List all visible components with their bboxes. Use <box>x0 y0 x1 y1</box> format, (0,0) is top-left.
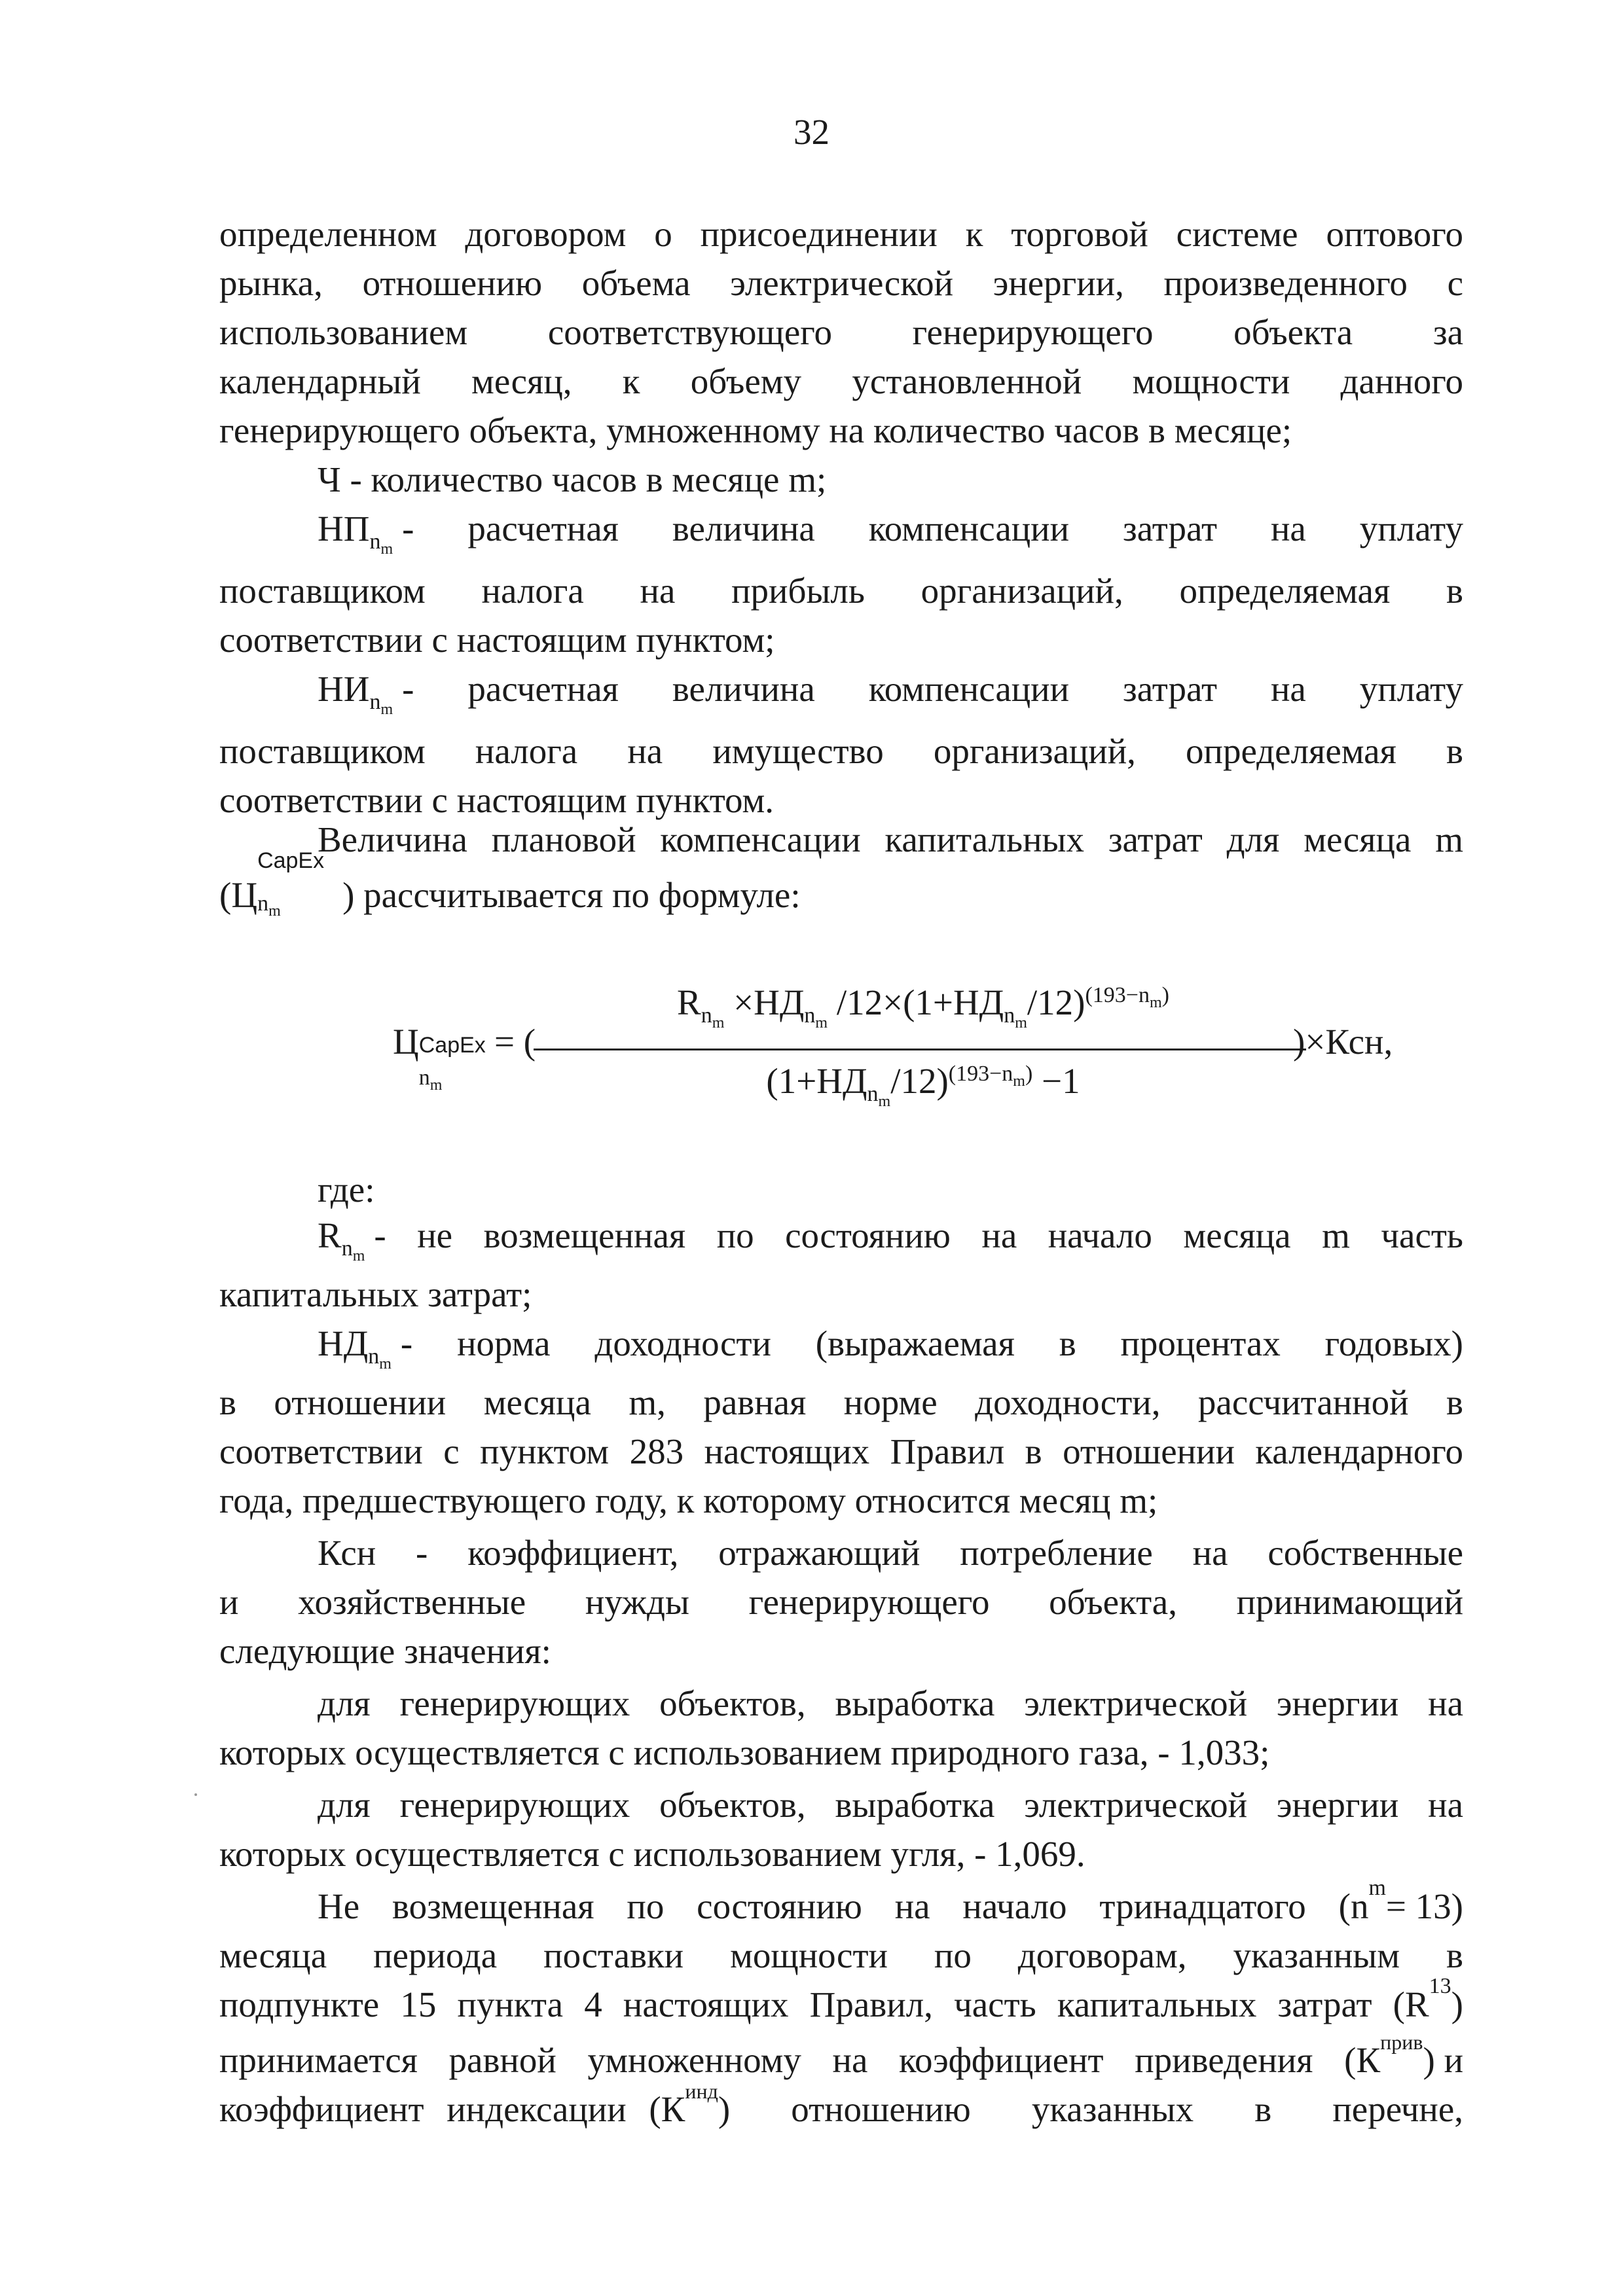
text-line-kpriv <box>219 2030 1463 2080</box>
open-paren: ( <box>219 875 232 915</box>
text-line: капитальных затрат; <box>219 1274 532 1314</box>
definition-nd <box>318 1323 1463 1372</box>
nd-symbol: НД <box>953 982 1004 1022</box>
sub-m: m <box>380 700 393 718</box>
text-line: и хозяйственные нужды генерирующего объекта, принимающий <box>219 1582 1463 1622</box>
text-line: которых осуществляется с использованием угля, - 1,069. <box>219 1834 1085 1874</box>
text-line: рынка, отношению объема электрической энергии, произведенного с <box>219 263 1463 303</box>
definition-ni <box>318 669 1463 718</box>
text-line: определенном договором о присоединении к торговой системе оптового <box>219 214 1463 254</box>
sub-m: m <box>878 1092 891 1110</box>
sub-13: 13 <box>1429 1974 1451 1998</box>
definition-np <box>318 509 1463 558</box>
text-line: принимается равной умноженному на коэффициент приведения (К <box>219 2040 1381 2080</box>
ni-symbol: НИ <box>318 669 370 709</box>
text-line: календарный месяц, к объему установленной мощности данного <box>219 361 1463 401</box>
sub-n: n <box>804 1003 816 1028</box>
definition-r <box>318 1215 1463 1265</box>
text-line-r13 <box>219 1974 1463 2024</box>
text-line: Ч - количество часов в месяце m; <box>318 459 827 499</box>
times-sign: × <box>733 982 754 1022</box>
sub-m: m <box>712 1014 725 1031</box>
times-twelve: /12×(1+ <box>828 982 953 1022</box>
sub-n: n <box>341 1236 353 1261</box>
text-line: использованием соответствующего генерирующего объекта за <box>219 312 1463 352</box>
exponent: (193−n <box>948 1061 1013 1086</box>
text-line: Ксн - коэффициент, отражающий потребление на собственные <box>318 1533 1463 1573</box>
sub-n: n <box>257 891 269 916</box>
text-line: следующие значения: <box>219 1631 551 1671</box>
den-tail: −1 <box>1032 1061 1080 1101</box>
exponent: (193−n <box>1085 982 1150 1007</box>
formula-lhs <box>393 1021 504 1094</box>
capex-definition-line <box>219 848 1463 920</box>
scan-speck <box>194 1793 197 1796</box>
sub-n: n <box>369 529 381 554</box>
sub-n: n <box>369 690 381 714</box>
ts-symbol: Ц <box>231 875 258 915</box>
sub-m: m <box>1368 1876 1386 1900</box>
text-line: ) <box>1451 1984 1463 2024</box>
sub-n: n <box>1004 1003 1015 1028</box>
text-line: генерирующего объекта, умноженному на количество часов в месяце; <box>219 410 1292 450</box>
text-line: где: <box>318 1170 375 1210</box>
text-line: коэффициент индексации (К <box>219 2089 685 2129</box>
sub-n: n <box>368 1344 380 1369</box>
formula-denominator <box>530 1060 1316 1110</box>
sub-n: n <box>418 1066 430 1090</box>
text-line: соответствии с настоящим пунктом. <box>219 780 775 820</box>
text-line: для генерирующих объектов, выработка электрической энергии на <box>318 1785 1463 1825</box>
text-line: месяца периода поставки мощности по договорам, указанным в <box>219 1935 1463 1975</box>
text-line: которых осуществляется с использованием природного газа, - 1,033; <box>219 1732 1270 1772</box>
text-line: поставщиком налога на прибыль организаций, определяемая в <box>219 571 1463 611</box>
sub-n: n <box>867 1082 879 1106</box>
sub-m: m <box>379 1355 392 1372</box>
exponent-close: ) <box>1161 982 1169 1007</box>
text-line: года, предшествующего году, к которому относится месяц m; <box>219 1480 1158 1520</box>
text-line: подпункте 15 пункта 4 настоящих Правил, часть капитальных затрат (R <box>219 1984 1429 2024</box>
sub-m: m <box>1149 994 1162 1011</box>
sub-m: m <box>352 1247 365 1265</box>
den-open: (1+ <box>766 1061 817 1101</box>
sub-m: m <box>815 1014 828 1031</box>
sub-n: n <box>701 1003 712 1028</box>
nd-symbol: НД <box>318 1323 369 1363</box>
nd-symbol: НД <box>754 982 805 1022</box>
text-line: ) отношению указанных в перечне, <box>718 2089 1463 2129</box>
exponent-close: ) <box>1025 1061 1033 1086</box>
text-line: соответствии с пунктом 283 настоящих Правил в отношении календарного <box>219 1431 1463 1471</box>
capex-superscript: CapEx <box>418 1033 486 1058</box>
formula-rhs: )×Ксн, <box>1293 1022 1393 1062</box>
over-twelve: /12) <box>890 1061 949 1101</box>
sub-m: m <box>380 540 393 558</box>
sub-m: m <box>429 1076 443 1094</box>
nd-symbol: НД <box>816 1061 867 1101</box>
text-line: соответствии с настоящим пунктом; <box>219 620 775 660</box>
sub-m: m <box>1015 1014 1027 1031</box>
np-symbol: НП <box>318 509 370 548</box>
r-symbol: R <box>318 1215 342 1255</box>
formula-eq: = ( <box>494 1022 536 1062</box>
text-line: - расчетная величина компенсации затрат на уплату <box>402 669 1463 709</box>
text-line: для генерирующих объектов, выработка электрической энергии на <box>318 1683 1463 1723</box>
text-line: поставщиком налога на имущество организаций, определяемая в <box>219 731 1463 771</box>
over-twelve: /12) <box>1027 982 1085 1022</box>
text-line: Величина плановой компенсации капитальных затрат для месяца m <box>318 819 1463 859</box>
text-line-n13 <box>318 1876 1463 1926</box>
capex-superscript: CapEx <box>257 848 325 873</box>
text-line: - расчетная величина компенсации затрат на уплату <box>402 509 1463 548</box>
text-line: ) и <box>1423 2040 1463 2080</box>
text-line: - норма доходности (выражаемая в процентах годовых) <box>400 1323 1463 1363</box>
page-number: 32 <box>793 112 830 152</box>
fraction-bar <box>534 1049 1306 1050</box>
r-symbol: R <box>677 982 701 1022</box>
sub-priv: прив <box>1380 2030 1423 2054</box>
text-line: = 13) <box>1385 1886 1463 1926</box>
ts-symbol: Ц <box>393 1022 419 1062</box>
formula-numerator <box>530 982 1316 1031</box>
capex-formula <box>393 982 1393 1113</box>
text-line: Не возмещенная по состоянию на начало тринадцатого (n <box>318 1886 1369 1926</box>
sub-ind: инд <box>685 2079 718 2103</box>
text-line: ) рассчитывается по формуле: <box>342 875 801 915</box>
sub-m: m <box>268 902 281 920</box>
text-line: - не возмещенная по состоянию на начало месяца m часть <box>374 1215 1463 1255</box>
text-line: в отношении месяца m, равная норме доходности, рассчитанной в <box>219 1382 1463 1422</box>
sub-m: m <box>1013 1072 1025 1090</box>
text-line-kind <box>219 2079 1463 2129</box>
